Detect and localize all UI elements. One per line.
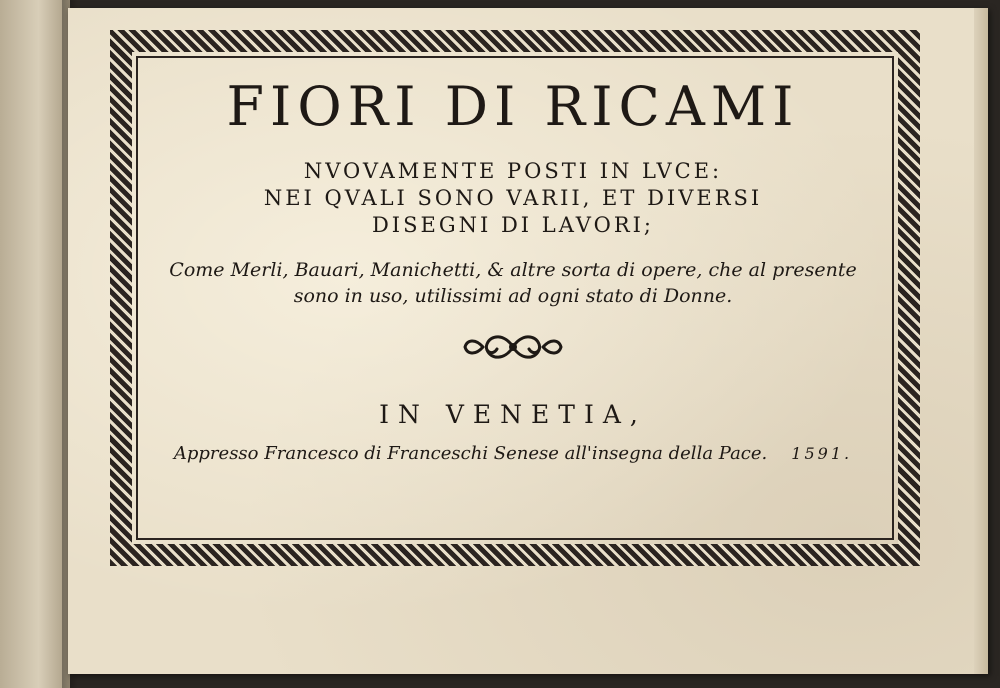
description-line-2: sono in uso, utilissimi ad ogni stato di Donne. — [293, 285, 733, 308]
page-edge — [974, 8, 988, 674]
subtitle-line-3: DISEGNI DI LAVORI; — [371, 212, 655, 237]
description-line-1: Come Merli, Bauari, Manichetti, & altre sorta di opere, che al presente — [169, 258, 857, 281]
title-text-block — [138, 75, 888, 548]
fleuron-ornament-icon — [461, 330, 565, 364]
facing-page-edge — [0, 0, 70, 688]
printer-imprint: Appresso Francesco di Franceschi Senese all'insegna della Pace. — [173, 442, 768, 464]
title-page — [68, 8, 988, 674]
place-of-publication: IN VENETIA, — [379, 399, 647, 429]
publication-year: 1591. — [791, 443, 853, 463]
book-title: FIORI DI RICAMI — [226, 75, 800, 138]
subtitle-line-2: NEI QVALI SONO VARII, ET DIVERSI — [263, 185, 763, 210]
imprint-line — [138, 443, 888, 465]
subtitle-line-1: NVOVAMENTE POSTI IN LVCE: — [303, 159, 723, 183]
